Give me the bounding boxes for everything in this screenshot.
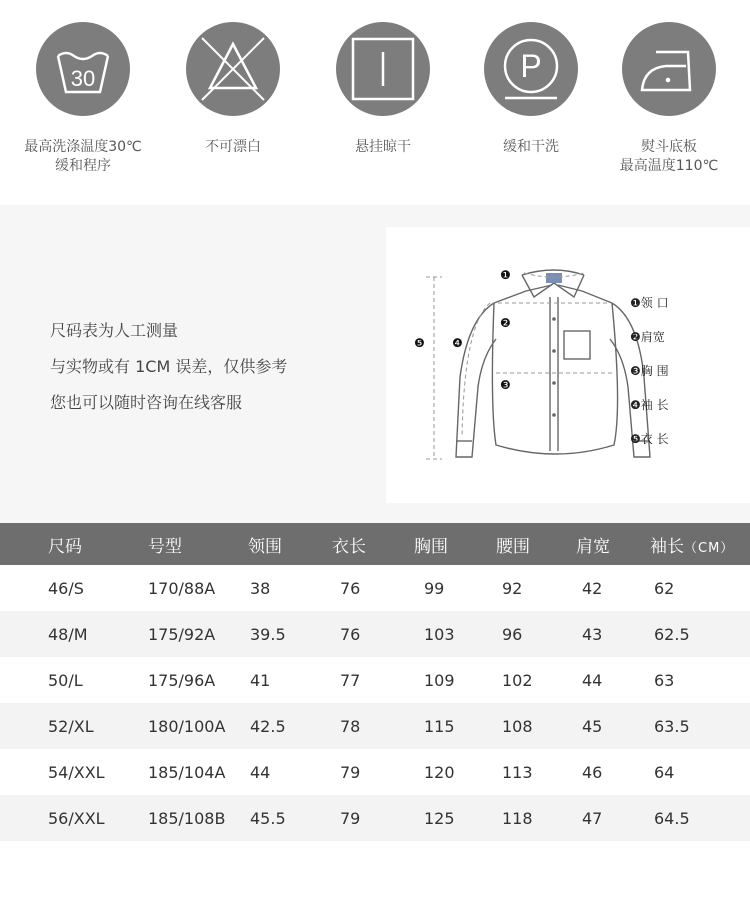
table-cell: 38 [250, 578, 271, 598]
dry-clean-letter: P [520, 48, 542, 84]
table-cell: 79 [332, 795, 414, 841]
table-cell: 175/92A [134, 611, 248, 657]
table-cell: 64.5 [650, 795, 750, 841]
table-cell: 54/XXL [48, 762, 105, 782]
measurement-legend [630, 296, 669, 466]
table-cell: 175/96A [148, 670, 216, 690]
table-cell: 46/S [48, 578, 84, 598]
table-cell: 118 [496, 795, 574, 841]
marker-shoulder: ❷ [500, 316, 511, 330]
legend-item: ❶领 口 [630, 296, 669, 310]
table-cell: 78 [332, 703, 414, 749]
table-header-row [0, 523, 750, 565]
care-label-iron: 熨斗底板 最高温度110℃ [619, 139, 719, 174]
table-cell: 48/M [0, 611, 134, 657]
table-cell: 96 [496, 611, 574, 657]
legend-item: ❺衣 长 [630, 432, 669, 446]
care-item-iron [594, 22, 744, 176]
note-line: 与实物或有 1CM 误差，仅供参考 [50, 357, 288, 376]
table-cell: 63 [654, 670, 675, 690]
table-cell: 62 [654, 578, 675, 598]
size-chart-table [0, 523, 750, 841]
note-line: 您也可以随时咨询在线客服 [50, 393, 243, 412]
wash-temp-number: 30 [70, 66, 96, 91]
care-label-hang: 悬挂晾干 [355, 139, 411, 155]
table-cell: 52/XL [0, 703, 134, 749]
header-length: 衣长 [332, 523, 414, 565]
header-code: 号型 [134, 523, 248, 565]
table-cell: 41 [250, 670, 271, 690]
table-cell: 76 [340, 578, 361, 598]
header-shoulder: 肩宽 [574, 523, 650, 565]
table-cell: 50/L [48, 670, 83, 690]
legend-item: ❸胸 围 [630, 364, 669, 378]
table-cell: 79 [340, 762, 361, 782]
no-bleach-icon [186, 22, 280, 116]
shirt-diagram [386, 227, 750, 503]
marker-sleeve: ❹ [452, 336, 463, 350]
table-cell: 44 [582, 670, 603, 690]
care-item-wash [8, 22, 158, 176]
care-item-bleach [158, 22, 308, 157]
table-cell: 103 [414, 611, 496, 657]
table-cell: 42 [582, 578, 603, 598]
table-cell: 64 [654, 762, 675, 782]
care-label-wash: 最高洗涤温度30℃ 缓和程序 [24, 139, 142, 174]
care-label-bleach: 不可漂白 [205, 139, 261, 155]
header-size: 尺码 [0, 523, 134, 565]
table-cell: 92 [502, 578, 523, 598]
sleeve-header-label: 袖长 [650, 536, 684, 557]
table-row [0, 611, 750, 657]
table-cell: 77 [340, 670, 361, 690]
care-instructions [0, 0, 750, 205]
table-cell: 56/XXL [0, 795, 134, 841]
table-cell: 39.5 [248, 611, 332, 657]
table-cell: 76 [332, 611, 414, 657]
table-row [0, 565, 750, 611]
table-cell: 185/108B [134, 795, 248, 841]
table-cell: 113 [502, 762, 533, 782]
legend-item: ❷肩宽 [630, 330, 665, 344]
unit-label: （CM） [684, 540, 735, 556]
hang-dry-icon [336, 22, 430, 116]
table-row [0, 749, 750, 795]
table-cell: 62.5 [650, 611, 750, 657]
table-cell: 102 [502, 670, 533, 690]
wash-30-icon [36, 22, 130, 116]
dry-clean-p-icon [484, 22, 578, 116]
table-cell: 46 [582, 762, 603, 782]
shirt-diagram-panel [386, 227, 750, 503]
header-waist: 腰围 [496, 523, 574, 565]
header-collar: 领围 [248, 523, 332, 565]
table-cell: 109 [424, 670, 455, 690]
note-line: 尺码表为人工测量 [50, 321, 179, 340]
table-cell: 63.5 [650, 703, 750, 749]
table-row [0, 657, 750, 703]
care-item-hang [308, 22, 458, 157]
table-cell: 42.5 [248, 703, 332, 749]
table-cell: 45.5 [248, 795, 332, 841]
marker-chest: ❸ [500, 378, 511, 392]
table-cell: 115 [414, 703, 496, 749]
table-cell: 43 [574, 611, 650, 657]
table-row [0, 703, 750, 749]
care-label-dryclean: 缓和干洗 [503, 139, 559, 155]
table-cell: 185/104A [148, 762, 226, 782]
header-chest: 胸围 [414, 523, 496, 565]
header-sleeve [650, 523, 750, 565]
marker-length: ❺ [414, 336, 425, 350]
table-row [0, 795, 750, 841]
iron-icon [622, 22, 716, 116]
table-body [0, 565, 750, 841]
measurement-notes [50, 313, 287, 421]
table-cell: 120 [424, 762, 455, 782]
legend-item: ❹袖 长 [630, 398, 669, 412]
table-cell: 180/100A [134, 703, 248, 749]
table-cell: 47 [574, 795, 650, 841]
table-cell: 125 [414, 795, 496, 841]
table-cell: 45 [574, 703, 650, 749]
table-cell: 99 [424, 578, 445, 598]
marker-collar: ❶ [500, 268, 511, 282]
table-cell: 108 [496, 703, 574, 749]
table-cell: 170/88A [148, 578, 216, 598]
table-cell: 44 [250, 762, 271, 782]
care-item-dryclean [456, 22, 606, 157]
